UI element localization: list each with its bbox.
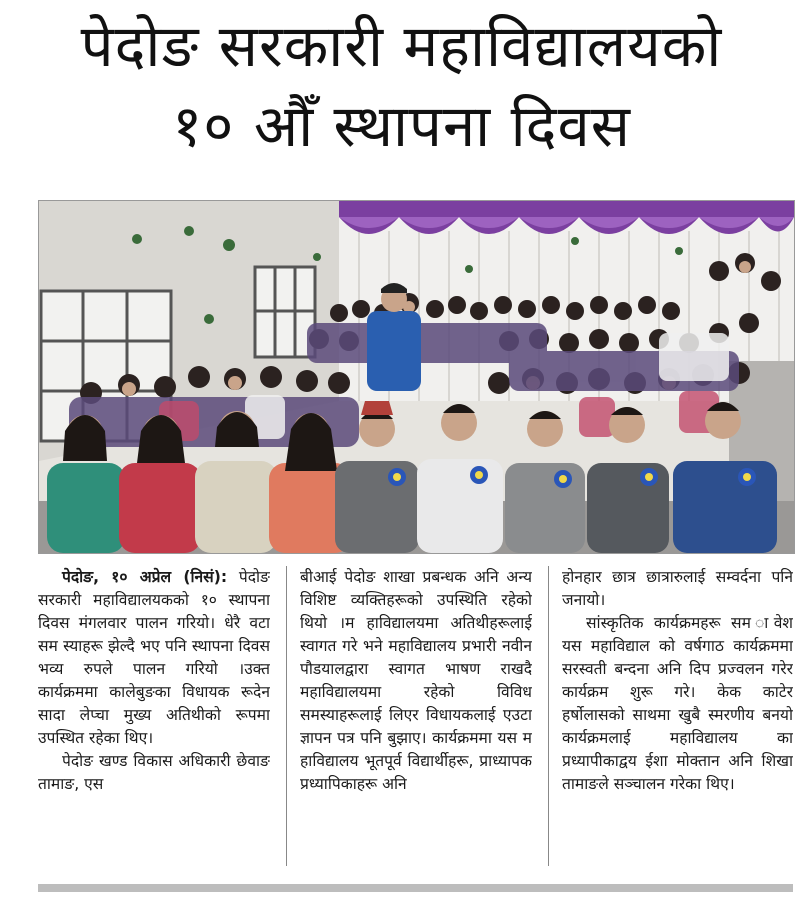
headline [0,6,803,166]
headline-line-2: १० औँ स्थापना दिवस [172,92,631,160]
group-photo [38,200,795,554]
article-column-1 [38,566,270,876]
dateline: पेदोङ, १० अप्रेल (निसं): [62,568,228,586]
group-photo-illustration [39,201,794,553]
column-3-paragraph-2: सांस्कृतिक कार्यक्रमहरू सम ावेश यस महाविद्याल को वर्षगाठ कार्यक्रममा सरस्वती बन्दना अनि दिप प्रज्वलन गरेर कार्यक्रम शुरू गरे। केक काटेर हर्षोलासको साथमा खुबै स्मरणीय बनयो कार्यक्रमलाई महाविद्यालय का प्रध्यापीकाद्वय ईशा मोक्तान अनि शिखा तामाङले सञ्चालन गरेका थिए। [562,614,793,793]
window-middle [255,267,315,357]
column-1-paragraph-1: पेदोङ सरकारी महाविद्यालयकको १० स्थापना दिवस मंगलवार पालन गरियो। धेरै वटा सम स्याहरू झेल्दै भए पनि स्थापना दिवस भव्य रुपले पालन गरियो ।उक्त कार्यक्रममा कालेबुङका विधायक रूदेन सादा लेप्चा मुख्य अतिथीको रूपमा उपस्थित रहेका थिए। [38,568,270,747]
column-1-paragraph-2: पेदोङ खण्ड विकास अधिकारी छेवाङ तामाङ, एस [38,752,270,793]
headline-line-1: पेदोङ सरकारी महाविद्यालयको [80,12,723,80]
article-column-2 [300,566,532,876]
column-3-paragraph-1: होनहार छात्र छात्रारुलाई सम्वर्दना पनि जनायो। [562,568,793,609]
article-column-3 [562,566,793,876]
column-2-paragraph-1: बीआई पेदोङ शाखा प्रबन्धक अनि अन्य विशिष्ट व्यक्तिहरूको उपस्थिति रहेको थियो ।म हाविद्यालयमा अतिथीहरूलाई स्वागत गरे भने महाविद्यालय प्रभारी नवीन पौडयालद्वारा स्वागत भाषण राखदै महाविद्यालयमा रहेको विविध समस्याहरूलाई लिएर विधायकलाई एउटा ज्ञापन पत्र पनि बुझाए। कार्यक्रममा यस म हाविद्यालय भूतपूर्व विद्यार्थीहरू, प्राध्यापक प्रध्यापिकाहरू अनि [300,568,532,793]
column-divider-1 [286,566,287,866]
bottom-rule [38,884,793,892]
column-divider-2 [548,566,549,866]
article-body [38,566,793,876]
